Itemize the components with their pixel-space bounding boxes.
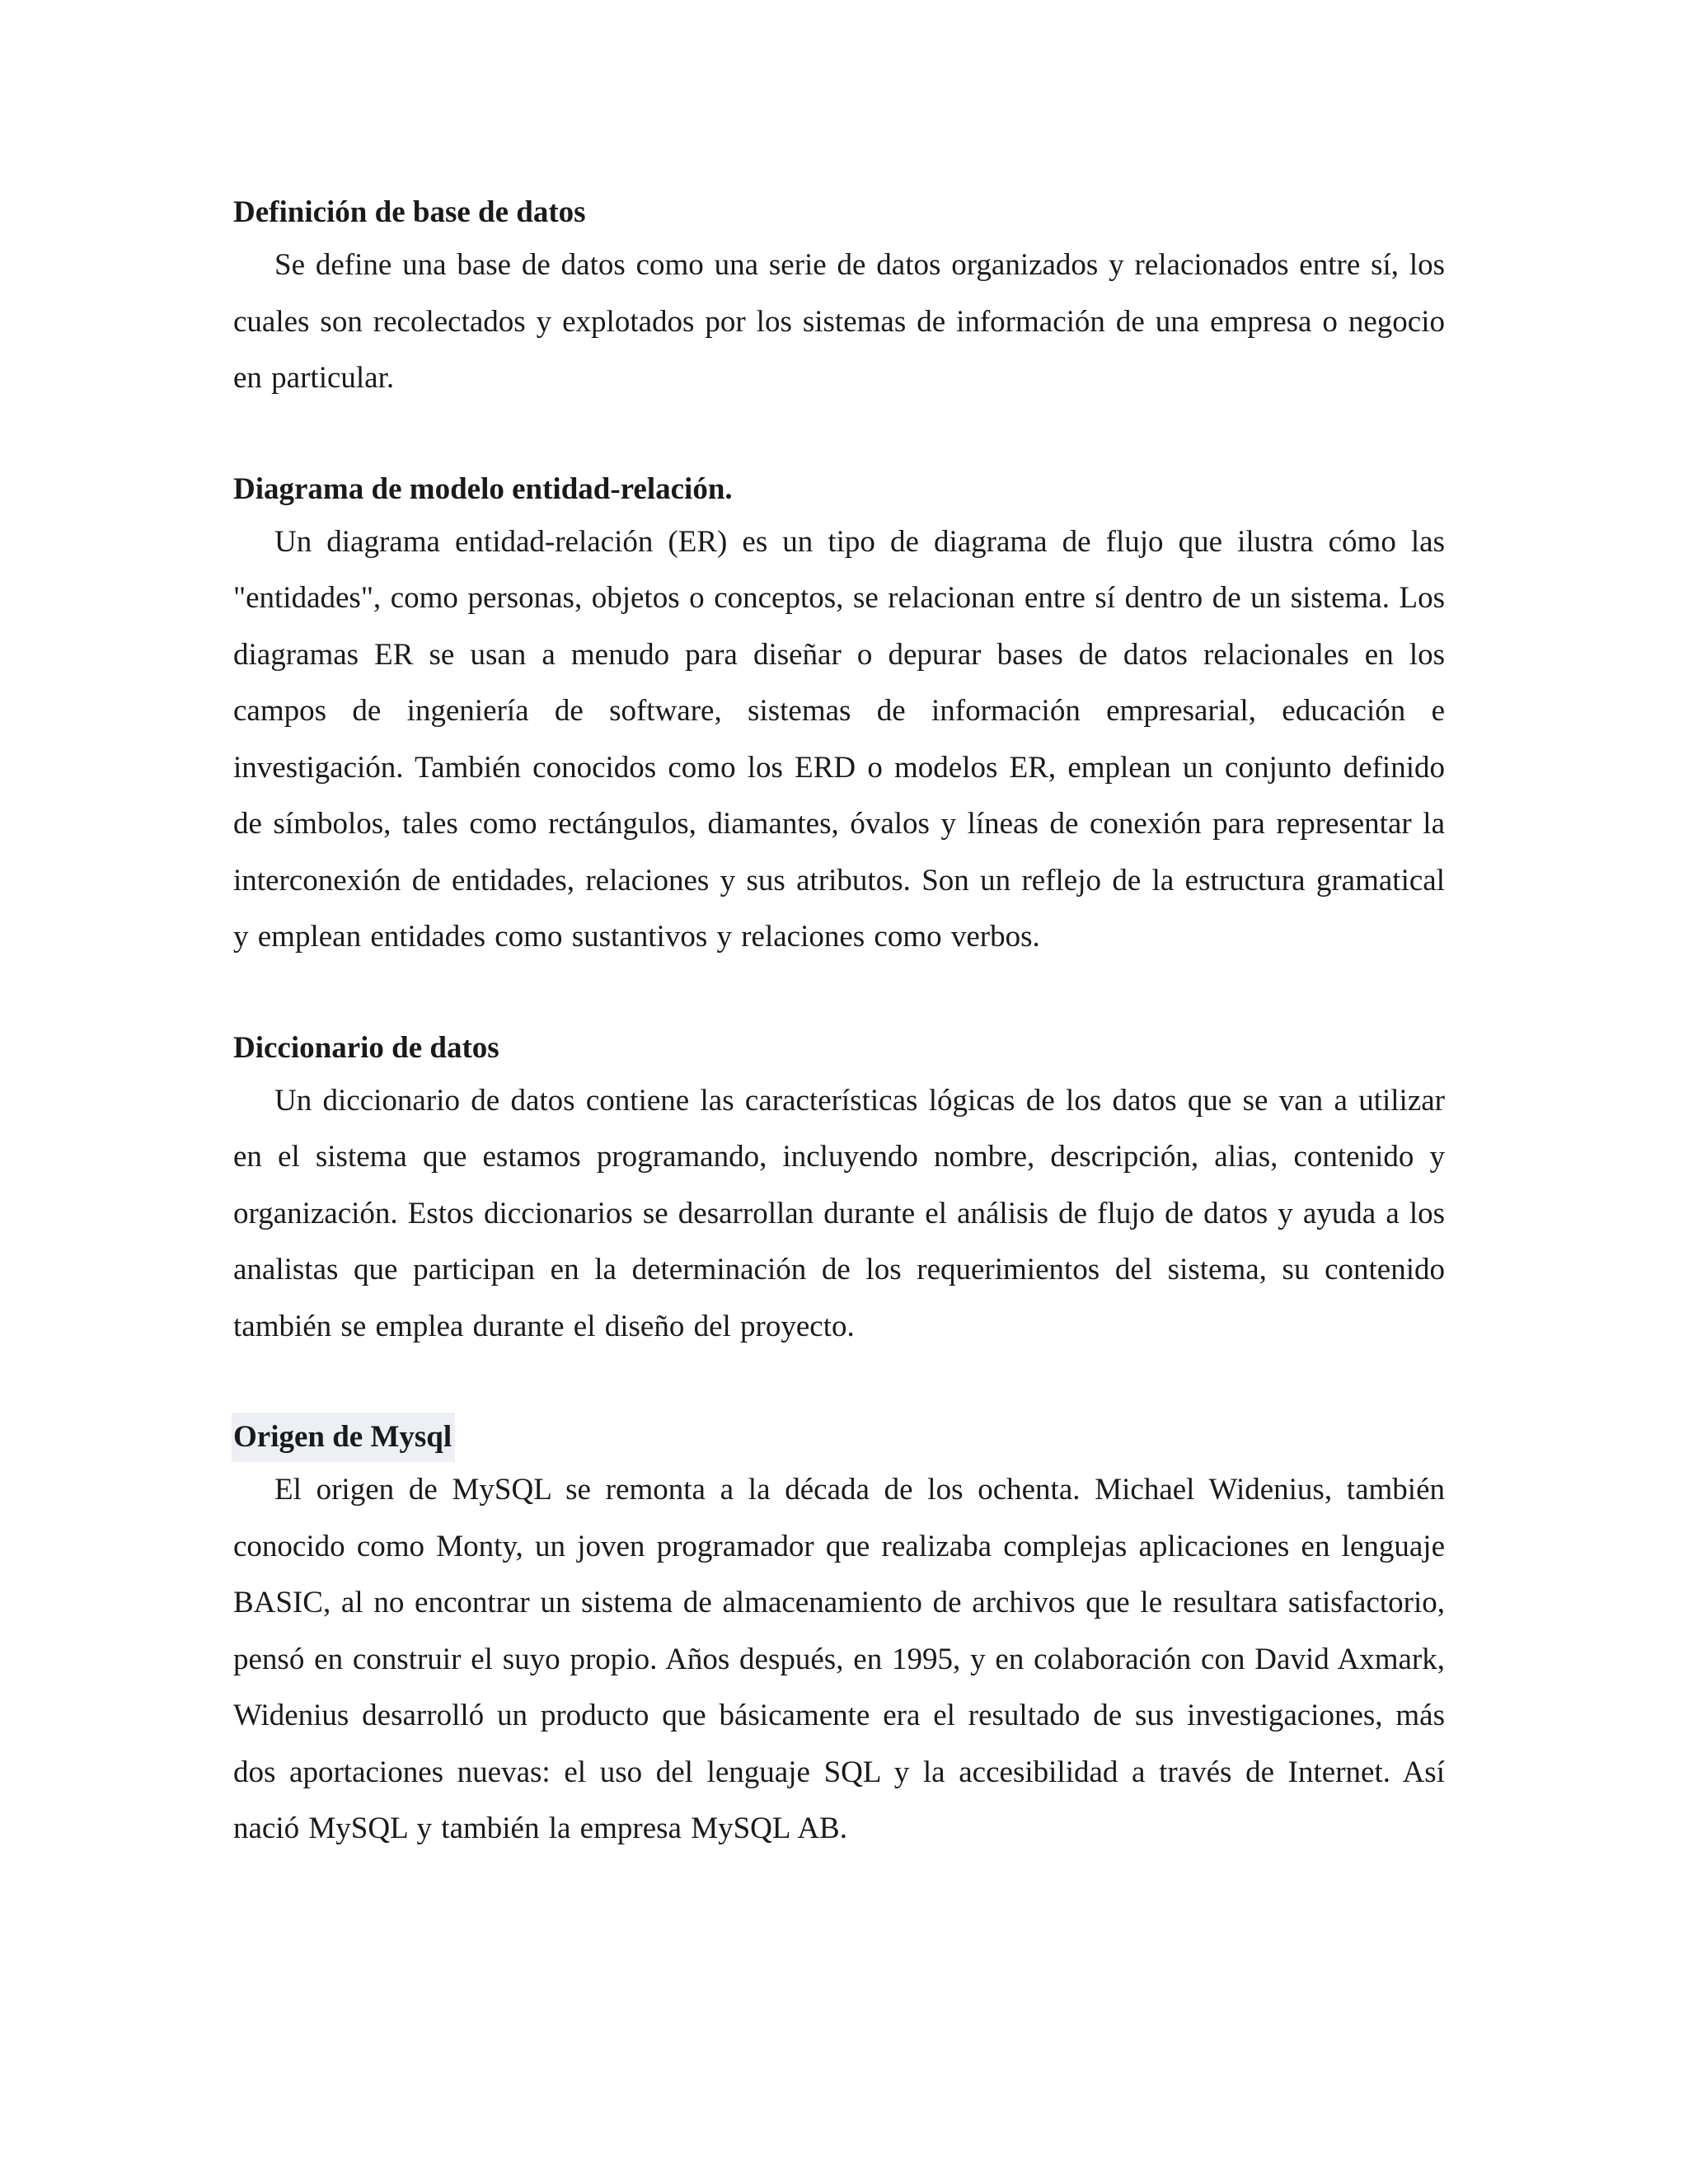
section-spacer [233,407,1445,465]
section-heading [233,465,1445,514]
section-heading-text: Origen de Mysql [232,1413,455,1462]
section-diccionario-de-datos [233,1024,1445,1356]
section-paragraph: El origen de MySQL se remonta a la década de los ochenta. Michael Widenius, también conocido como Monty, un joven programador que realizaba complejas aplicaciones en lenguaje BASIC, al no encontrar un sistema de almacenamiento de archivos que le resultara satisfactorio, pensó en construir el suyo propio. Años después, en 1995, y en colaboración con David Axmark, Widenius desarrolló un producto que básicamente era el resultado de sus investigaciones, más dos aportaciones nuevas: el uso del lenguaje SQL y la accesibilidad a través de Internet. Así nació MySQL y también la empresa MySQL AB. [233,1473,1445,1845]
section-origen-de-mysql [233,1413,1445,1858]
section-paragraph: Se define una base de datos como una serie de datos organizados y relacionados entre sí, los cuales son recolectados y explotados por los sistemas de información de una empresa o negocio en particular. [233,248,1445,395]
section-heading-text: Definición de base de datos [233,195,586,229]
section-heading [233,1413,1445,1462]
section-heading-text: Diagrama de modelo entidad-relación. [233,471,733,506]
section-spacer [233,966,1445,1024]
section-heading-text: Diccionario de datos [233,1030,499,1065]
section-heading [233,188,1445,237]
section-definicion-base-de-datos [233,188,1445,407]
section-paragraph: Un diagrama entidad-relación (ER) es un tipo de diagrama de flujo que ilustra cómo las "entidades", como personas, objetos o conceptos, se relacionan entre sí dentro de un sistema. Los diagramas ER se usan a menudo para diseñar o depurar bases de datos relacionales en los campos de ingeniería de software, sistemas de información empresarial, educación e investigación. También conocidos como los ERD o modelos ER, emplean un conjunto definido de símbolos, tales como rectángulos, diamantes, óvalos y líneas de conexión para representar la interconexión de entidades, relaciones y sus atributos. Son un reflejo de la estructura gramatical y emplean entidades como sustantivos y relaciones como verbos. [233,524,1445,954]
section-heading [233,1024,1445,1073]
section-diagrama-entidad-relacion [233,465,1445,966]
section-spacer [233,1355,1445,1413]
document-body [233,188,1445,1858]
section-paragraph: Un diccionario de datos contiene las características lógicas de los datos que se van a utilizar en el sistema que estamos programando, incluyendo nombre, descripción, alias, contenido y organización. Estos diccionarios se desarrollan durante el análisis de flujo de datos y ayuda a los analistas que participan en la determinación de los requerimientos del sistema, su contenido también se emplea durante el diseño del proyecto. [233,1083,1445,1343]
